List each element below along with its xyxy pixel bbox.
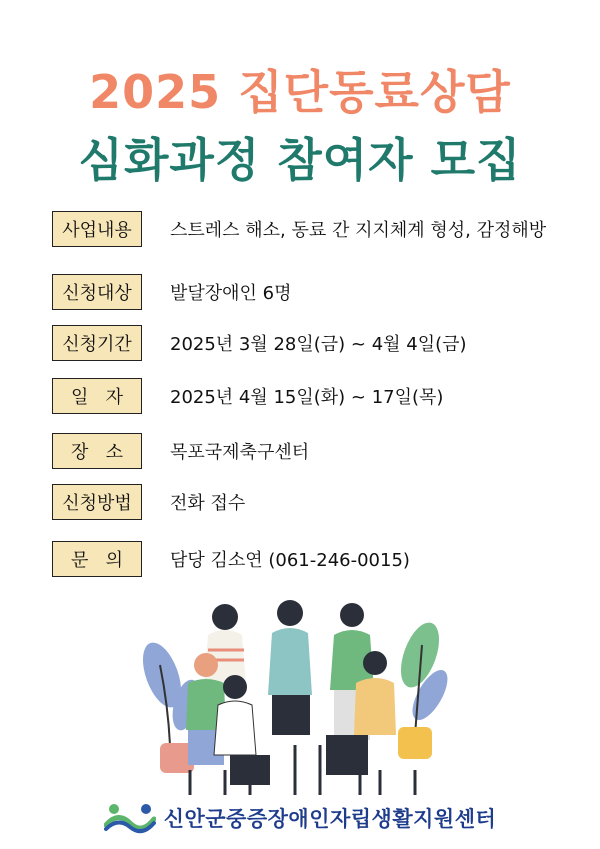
info-label-char: 문 bbox=[71, 550, 89, 571]
info-label: 신청대상 bbox=[52, 274, 142, 310]
info-value: 2025년 3월 28일(금) ~ 4월 4일(금) bbox=[170, 334, 467, 355]
group-counseling-illustration bbox=[130, 595, 470, 795]
organization-name: 신안군중증장애인자립생활지원센터 bbox=[163, 807, 497, 831]
info-row-place bbox=[52, 432, 309, 470]
info-label bbox=[52, 378, 142, 414]
info-label-char: 장 bbox=[71, 442, 89, 463]
info-row-business bbox=[52, 210, 546, 248]
info-label-char: 자 bbox=[105, 387, 123, 408]
info-row-contact bbox=[52, 540, 410, 578]
info-value: 담당 김소연 (061-246-0015) bbox=[170, 550, 410, 571]
title-line-2: 심화과정 참여자 모집 bbox=[78, 133, 522, 187]
info-label: 사업내용 bbox=[52, 211, 142, 247]
info-label-char: 의 bbox=[105, 550, 123, 571]
info-value: 2025년 4월 15일(화) ~ 17일(목) bbox=[170, 387, 444, 408]
organization-logo-icon bbox=[104, 801, 156, 835]
title-line-1: 2025 집단동료상담 bbox=[89, 65, 511, 119]
plant-right-icon bbox=[393, 618, 454, 759]
info-label-char: 소 bbox=[105, 442, 123, 463]
info-value: 스트레스 해소, 동료 간 지지체계 형성, 감정해방 bbox=[170, 220, 547, 241]
info-row-target bbox=[52, 273, 292, 311]
footer bbox=[0, 800, 600, 836]
info-value: 발달장애인 6명 bbox=[170, 283, 292, 304]
info-label bbox=[52, 541, 142, 577]
info-value: 전화 접수 bbox=[170, 493, 246, 514]
info-row-date bbox=[52, 377, 443, 415]
info-value: 목포국제축구센터 bbox=[170, 442, 310, 463]
info-label: 신청방법 bbox=[52, 484, 142, 520]
person-back-center-icon bbox=[268, 600, 312, 735]
info-label-char: 일 bbox=[71, 387, 89, 408]
info-row-method bbox=[52, 483, 245, 521]
info-label bbox=[52, 433, 142, 469]
info-label: 신청기간 bbox=[52, 325, 142, 361]
info-row-period bbox=[52, 324, 467, 362]
